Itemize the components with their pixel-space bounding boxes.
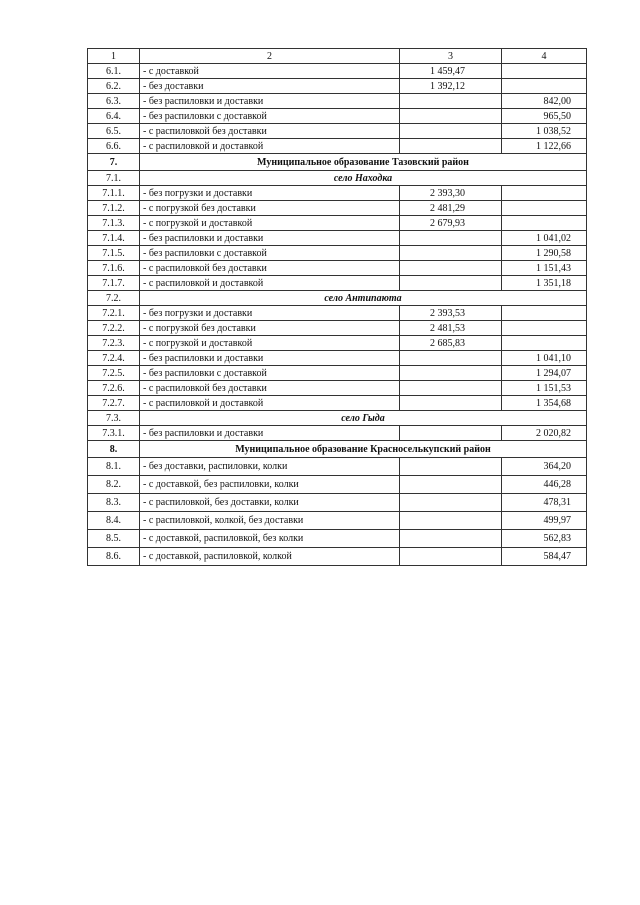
row-description-cell: - с распиловкой и доставкой [140,139,400,154]
row-number-cell: 7.2.5. [88,366,140,381]
table-row [88,79,587,94]
table-row [88,548,587,566]
column-number-header [88,49,587,64]
row-value-col3-cell [400,139,502,154]
locality-number-cell: 7.3. [88,411,140,426]
table-row [88,139,587,154]
row-value-col3-cell: 2 481,29 [400,201,502,216]
row-value-col3-cell [400,94,502,109]
table-row [88,476,587,494]
row-description-cell: - с распиловкой и доставкой [140,276,400,291]
row-value-col3-cell: 1 392,12 [400,79,502,94]
row-value-col3-cell [400,261,502,276]
row-description-cell: - без распиловки и доставки [140,94,400,109]
row-value-col4-cell: 478,31 [502,494,587,512]
table-row [88,458,587,476]
row-number-cell: 6.1. [88,64,140,79]
row-number-cell: 6.4. [88,109,140,124]
table-row [88,246,587,261]
table-row [88,201,587,216]
row-description-cell: - без распиловки с доставкой [140,246,400,261]
section-number-cell: 7. [88,154,140,171]
table-row [88,109,587,124]
column-header-2: 2 [140,49,400,64]
row-number-cell: 7.2.7. [88,396,140,411]
row-number-cell: 7.1.1. [88,186,140,201]
row-value-col3-cell [400,396,502,411]
locality-header-row [88,291,587,306]
row-value-col4-cell [502,321,587,336]
row-value-col4-cell: 584,47 [502,548,587,566]
row-value-col4-cell: 1 151,53 [502,381,587,396]
row-description-cell: - с доставкой [140,64,400,79]
row-value-col4-cell: 364,20 [502,458,587,476]
row-number-cell: 8.6. [88,548,140,566]
row-number-cell: 7.2.2. [88,321,140,336]
table-row [88,336,587,351]
table-row [88,216,587,231]
column-header-4: 4 [502,49,587,64]
table-row [88,381,587,396]
row-description-cell: - без распиловки и доставки [140,351,400,366]
row-number-cell: 7.2.3. [88,336,140,351]
row-value-col3-cell [400,246,502,261]
row-description-cell: - с погрузкой и доставкой [140,216,400,231]
row-description-cell: - без погрузки и доставки [140,306,400,321]
row-value-col4-cell: 1 122,66 [502,139,587,154]
row-number-cell: 8.4. [88,512,140,530]
row-number-cell: 7.2.4. [88,351,140,366]
row-value-col3-cell [400,276,502,291]
row-value-col3-cell [400,512,502,530]
row-number-cell: 7.2.6. [88,381,140,396]
row-value-col3-cell [400,351,502,366]
locality-header-row [88,411,587,426]
row-description-cell: - с погрузкой и доставкой [140,336,400,351]
row-value-col3-cell [400,426,502,441]
row-description-cell: - без доставки, распиловки, колки [140,458,400,476]
row-value-col4-cell: 1 354,68 [502,396,587,411]
row-value-col4-cell: 1 290,58 [502,246,587,261]
row-value-col3-cell [400,366,502,381]
row-value-col3-cell [400,458,502,476]
table-row [88,321,587,336]
row-description-cell: - без распиловки и доставки [140,426,400,441]
row-number-cell: 7.1.7. [88,276,140,291]
row-value-col4-cell: 842,00 [502,94,587,109]
table-row [88,186,587,201]
row-value-col4-cell: 1 041,02 [502,231,587,246]
row-number-cell: 6.5. [88,124,140,139]
row-number-cell: 7.3.1. [88,426,140,441]
locality-number-cell: 7.1. [88,171,140,186]
row-number-cell: 7.2.1. [88,306,140,321]
row-number-cell: 7.1.2. [88,201,140,216]
row-value-col3-cell: 2 393,53 [400,306,502,321]
table-row [88,396,587,411]
locality-number-cell: 7.2. [88,291,140,306]
row-value-col3-cell [400,548,502,566]
row-value-col4-cell: 1 041,10 [502,351,587,366]
row-description-cell: - с распиловкой без доставки [140,124,400,139]
row-description-cell: - без доставки [140,79,400,94]
section-header-row [88,154,587,171]
table-row [88,124,587,139]
row-value-col3-cell [400,109,502,124]
row-number-cell: 6.6. [88,139,140,154]
table-row [88,366,587,381]
table-row [88,276,587,291]
row-description-cell: - с погрузкой без доставки [140,321,400,336]
column-header-1: 1 [88,49,140,64]
row-value-col4-cell [502,79,587,94]
table-row [88,494,587,512]
row-value-col3-cell: 2 685,83 [400,336,502,351]
row-description-cell: - с распиловкой, колкой, без доставки [140,512,400,530]
table-row [88,64,587,79]
row-number-cell: 7.1.5. [88,246,140,261]
section-number-cell: 8. [88,441,140,458]
locality-title-cell: село Антипаюта [140,291,587,306]
table-row [88,426,587,441]
row-value-col4-cell: 446,28 [502,476,587,494]
section-header-row [88,441,587,458]
section-title-cell: Муниципальное образование Тазовский район [140,154,587,171]
row-value-col4-cell: 1 294,07 [502,366,587,381]
column-header-3: 3 [400,49,502,64]
table-row [88,94,587,109]
price-table-body [88,49,587,566]
row-number-cell: 6.2. [88,79,140,94]
row-description-cell: - без распиловки с доставкой [140,109,400,124]
table-row [88,512,587,530]
row-value-col4-cell [502,64,587,79]
row-description-cell: - с доставкой, распиловкой, колкой [140,548,400,566]
table-row [88,306,587,321]
row-number-cell: 7.1.6. [88,261,140,276]
row-value-col4-cell [502,201,587,216]
section-title-cell: Муниципальное образование Красноселькупский район [140,441,587,458]
row-value-col3-cell [400,124,502,139]
price-table [87,48,587,566]
row-description-cell: - без распиловки с доставкой [140,366,400,381]
row-value-col3-cell: 2 679,93 [400,216,502,231]
row-description-cell: - с распиловкой и доставкой [140,396,400,411]
table-row [88,231,587,246]
row-number-cell: 7.1.4. [88,231,140,246]
row-value-col3-cell: 2 481,53 [400,321,502,336]
row-value-col3-cell [400,476,502,494]
row-value-col3-cell [400,494,502,512]
row-number-cell: 8.3. [88,494,140,512]
row-description-cell: - с распиловкой, без доставки, колки [140,494,400,512]
row-value-col4-cell: 1 151,43 [502,261,587,276]
locality-title-cell: село Находка [140,171,587,186]
row-value-col4-cell [502,186,587,201]
row-value-col3-cell [400,231,502,246]
locality-header-row [88,171,587,186]
row-description-cell: - с распиловкой без доставки [140,381,400,396]
row-value-col3-cell [400,381,502,396]
row-description-cell: - без погрузки и доставки [140,186,400,201]
locality-title-cell: село Гыда [140,411,587,426]
table-row [88,530,587,548]
row-description-cell: - с доставкой, распиловкой, без колки [140,530,400,548]
row-value-col4-cell: 1 038,52 [502,124,587,139]
row-value-col4-cell: 562,83 [502,530,587,548]
table-row [88,351,587,366]
row-value-col3-cell: 1 459,47 [400,64,502,79]
row-description-cell: - без распиловки и доставки [140,231,400,246]
row-value-col3-cell: 2 393,30 [400,186,502,201]
row-number-cell: 8.5. [88,530,140,548]
row-value-col4-cell: 499,97 [502,512,587,530]
row-value-col4-cell: 1 351,18 [502,276,587,291]
row-value-col4-cell: 2 020,82 [502,426,587,441]
row-number-cell: 8.1. [88,458,140,476]
row-description-cell: - с распиловкой без доставки [140,261,400,276]
row-description-cell: - с доставкой, без распиловки, колки [140,476,400,494]
row-number-cell: 8.2. [88,476,140,494]
row-description-cell: - с погрузкой без доставки [140,201,400,216]
row-value-col4-cell [502,216,587,231]
row-value-col4-cell: 965,50 [502,109,587,124]
table-row [88,261,587,276]
row-value-col3-cell [400,530,502,548]
row-value-col4-cell [502,306,587,321]
row-value-col4-cell [502,336,587,351]
row-number-cell: 7.1.3. [88,216,140,231]
row-number-cell: 6.3. [88,94,140,109]
